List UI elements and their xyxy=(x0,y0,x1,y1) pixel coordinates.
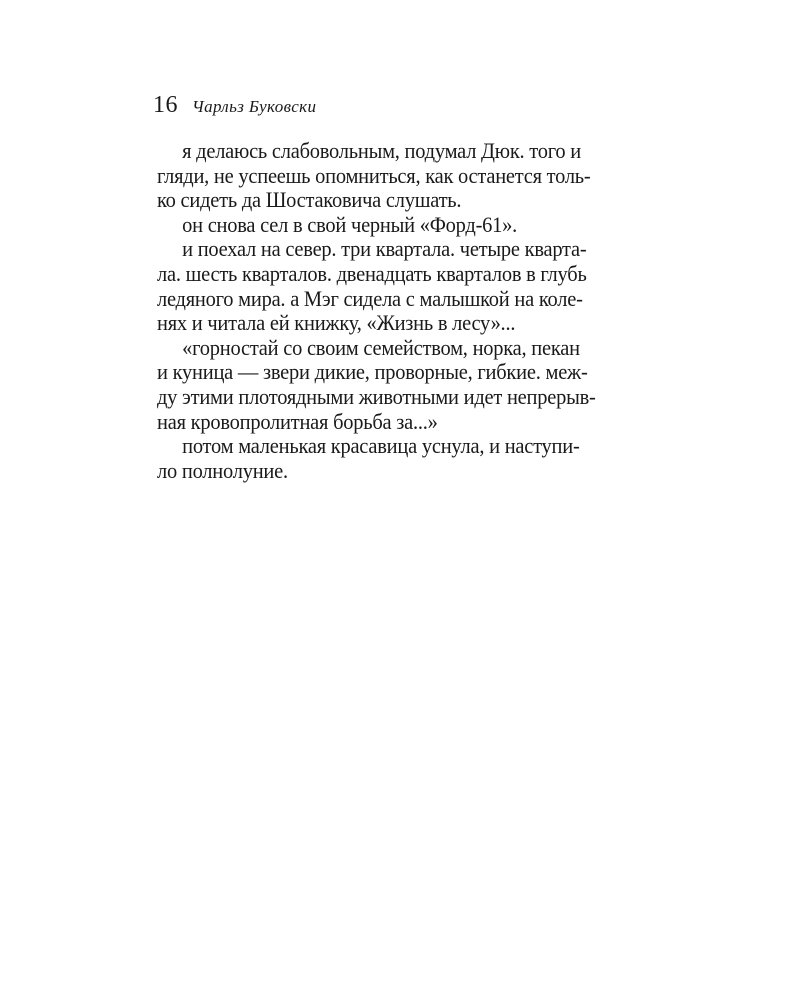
text-line: и поехал на север. три квартала. четыре кварта- xyxy=(182,236,587,262)
author-name: Чарльз Буковски xyxy=(192,97,317,116)
text-line: он снова сел в свой черный «Форд-61». xyxy=(182,211,518,237)
text-line: ко сидеть да Шостаковича слушать. xyxy=(157,187,462,213)
text-line: ло полнолуние. xyxy=(157,457,288,483)
text-line: нях и читала ей книжку, «Жизнь в лесу»... xyxy=(157,310,516,336)
text-line: ная кровопролитная борьба за...» xyxy=(157,408,438,434)
text-line: ла. шесть кварталов. двенадцать кварталов в глубь xyxy=(157,260,587,286)
running-head xyxy=(153,92,316,122)
text-line: ледяного мира. а Мэг сидела с малышкой на коле- xyxy=(157,285,583,311)
text-line: я делаюсь слабовольным, подумал Дюк. того и xyxy=(182,138,581,163)
text-line: и куница — звери дикие, проворные, гибкие. меж- xyxy=(157,359,588,385)
text-line: «горностай со своим семейством, норка, пекан xyxy=(182,334,580,360)
text-line: ду этими плотоядными животными идет непрерыв- xyxy=(157,383,596,409)
page-number: 16 xyxy=(153,92,178,118)
body-text xyxy=(157,139,717,483)
text-line: гляди, не успеешь опомниться, как останется толь- xyxy=(157,162,591,188)
text-line: потом маленькая красавица уснула, и наступи- xyxy=(182,433,580,459)
